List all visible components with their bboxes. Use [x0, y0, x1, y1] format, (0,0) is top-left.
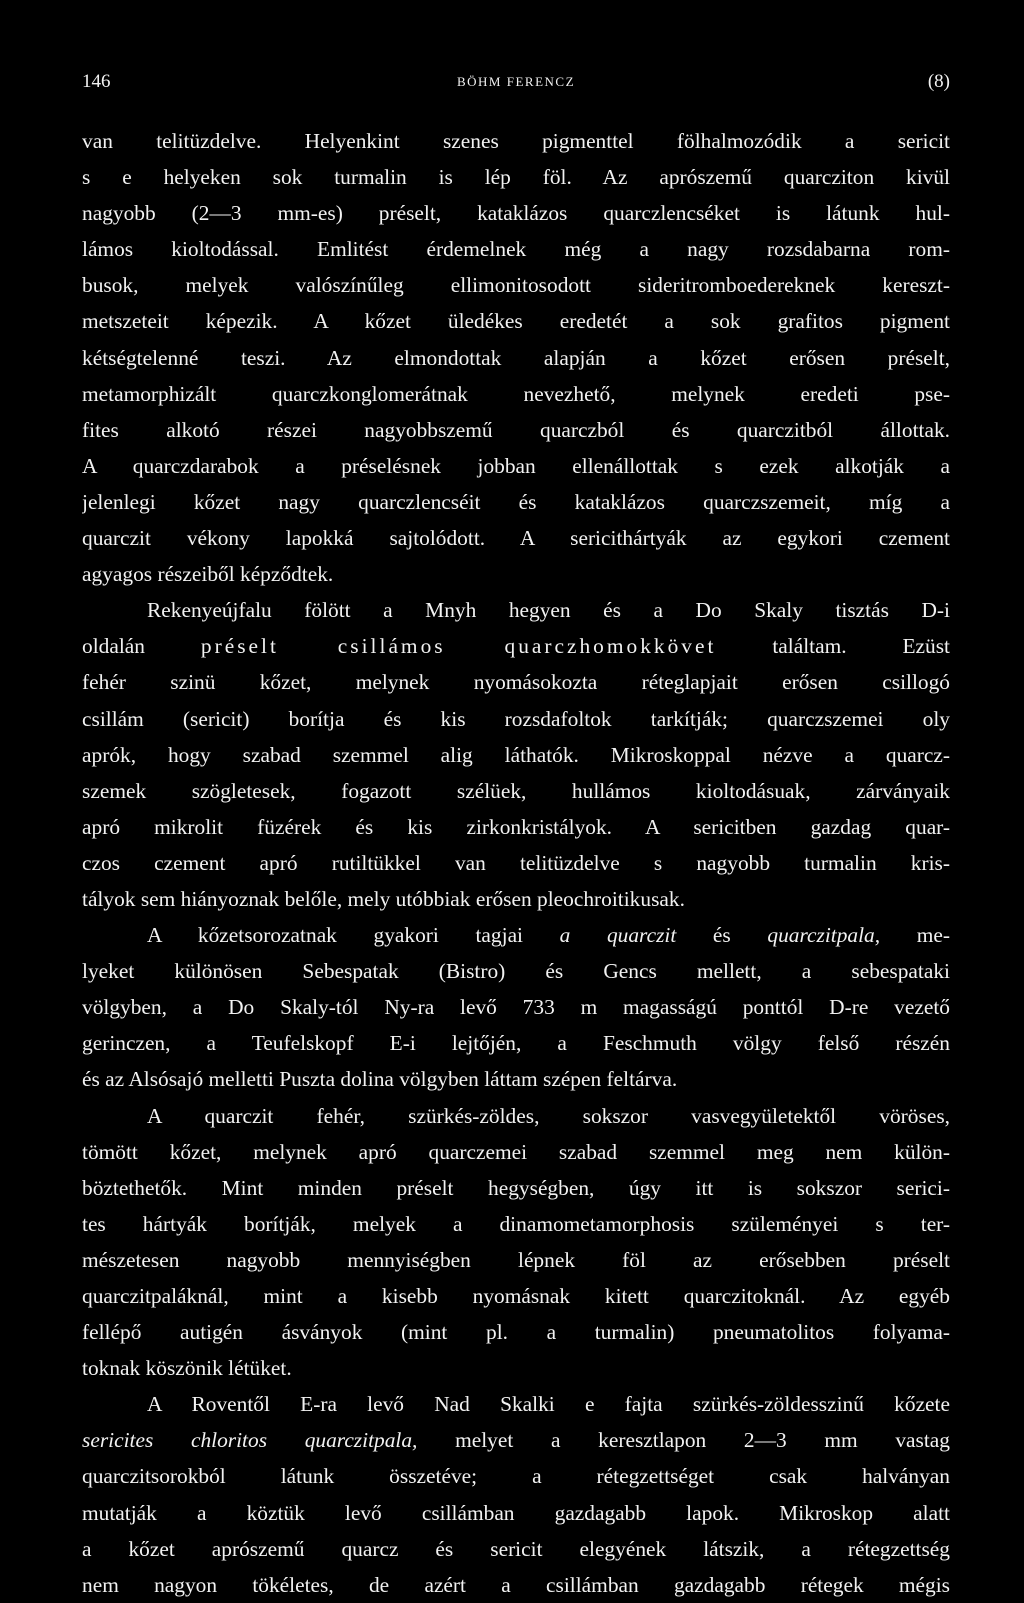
- text-line: Rekenyeújfalu fölött a Mnyh hegyen és a Do Skaly tisztás D-i: [147, 598, 950, 623]
- running-head-author: BÖHM FERENCZ: [456, 74, 576, 89]
- text-line: van telitüzdelve. Helyenkint szenes pigmenttel fölhalmozódik a sericit: [82, 129, 950, 153]
- running-head: [82, 62, 950, 102]
- text-segment: melyet a keresztlapon 2—3 mm vastag: [417, 1428, 950, 1453]
- text-line: böztethetők. Mint minden préselt hegységben, úgy itt is sokszor serici-: [82, 1175, 950, 1200]
- text-line: nagyobb (2—3 mm-es) préselt, kataklázos quarczlencséket is látunk hul-: [82, 201, 950, 226]
- text-line: s e helyeken sok turmalin is lép föl. Az aprószemű quarcziton kivül: [82, 165, 950, 190]
- spaced-emphasis: préselt csillámos quarczhomokkövet: [200, 634, 717, 659]
- text-line: nem nagyon tökéletes, de azért a csillámban gazdagabb rétegek mégis: [82, 1572, 950, 1597]
- text-line: fellépő autigén ásványok (mint pl. a turmalin) pneumatolitos folyama-: [82, 1320, 950, 1345]
- text-line: A quarczit fehér, szürkés-zöldes, sokszor vasvegyületektől vöröses,: [147, 1103, 950, 1128]
- text-line: csillám (sericit) borítja és kis rozsdafoltok tarkítják; quarczszemei oly: [82, 706, 950, 731]
- text-line: lyeket különösen Sebespatak (Bistro) és Gencs mellett, a sebespataki: [82, 959, 950, 984]
- text-line: jelenlegi kőzet nagy quarczlencséit és kataklázos quarczszemeit, míg a: [82, 489, 950, 514]
- text-line: quarczitsorokból látunk összetéve; a rétegzettséget csak halványan: [82, 1464, 950, 1489]
- text-segment: és: [676, 923, 768, 948]
- text-line: [82, 917, 950, 953]
- text-line: metamorphizált quarczkonglomerátnak nevezhető, melynek eredeti pse-: [82, 381, 950, 406]
- text-line: A quarczdarabok a préselésnek jobban ellenállottak s ezek alkotják a: [82, 453, 950, 478]
- italic-term: quarczitpala,: [767, 923, 881, 948]
- text-line: fehér szinü kőzet, melynek nyomásokozta réteglapjait erősen csillogó: [82, 670, 950, 695]
- text-line: fites alkotó részei nagyobbszemű quarczból és quarczitból állottak.: [82, 417, 950, 442]
- text-segment: A kőzetsorozatnak gyakori tagjai: [147, 923, 560, 948]
- text-line: metszeteit képezik. A kőzet üledékes eredetét a sok grafitos pigment: [82, 309, 950, 334]
- text-line: apró mikrolit füzérek és kis zirkonkristályok. A sericitben gazdag quar-: [82, 814, 950, 839]
- text-line: és az Alsósajó melletti Puszta dolina völgyben láttam szépen feltárva.: [82, 1067, 678, 1092]
- section-number: (8): [927, 71, 950, 92]
- italic-term: sericites chloritos quarczitpala,: [82, 1428, 418, 1453]
- text-line: völgyben, a Do Skaly-tól Ny-ra levő 733 m magasságú ponttól D-re vezető: [82, 995, 950, 1020]
- text-line: gerinczen, a Teufelskopf E-i lejtőjén, a Feschmuth völgy felső részén: [82, 1031, 950, 1056]
- text-line: A Roventől E-ra levő Nad Skalki e fajta szürkés-zöldesszinű kőzete: [147, 1392, 950, 1417]
- page-number: 146: [82, 71, 111, 92]
- text-line: kétségtelenné teszi. Az elmondottak alapján a kőzet erősen préselt,: [82, 345, 950, 370]
- text-line: mutatják a köztük levő csillámban gazdagabb lapok. Mikroskop alatt: [82, 1500, 950, 1525]
- text-line: busok, melyek valószínűleg ellimonitosodott sideritromboedereknek kereszt-: [82, 273, 950, 298]
- text-line: tályok sem hiányoznak belőle, mely utóbbiak erősen pleochroitikusak.: [82, 886, 685, 911]
- text-line: [82, 628, 950, 664]
- text-line: aprók, hogy szabad szemmel alig láthatók. Mikroskoppal nézve a quarcz-: [82, 742, 950, 767]
- text-line: agyagos részeiből képződtek.: [82, 562, 334, 587]
- body-text: [82, 123, 950, 1603]
- text-line: czos czement apró rutiltükkel van telitüzdelve s nagyobb turmalin kris-: [82, 850, 950, 875]
- text-segment: találtam. Ezüst: [716, 634, 950, 659]
- text-line: quarczit vékony lapokká sajtolódott. A sericithártyák az egykori czement: [82, 526, 950, 551]
- text-line: toknak köszönik létüket.: [82, 1356, 292, 1381]
- text-line: szemek szögletesek, fogazott szélüek, hullámos kioltodásuak, zárványaik: [82, 778, 950, 803]
- text-line: [82, 1422, 950, 1458]
- text-line: tes hártyák borítják, melyek a dinamometamorphosis szüleményei s ter-: [82, 1211, 950, 1236]
- text-line: tömött kőzet, melynek apró quarczemei szabad szemmel meg nem külön-: [82, 1139, 950, 1164]
- text-segment: me-: [880, 923, 950, 948]
- book-page: [82, 62, 950, 1597]
- italic-term: a quarczit: [559, 923, 677, 948]
- text-segment: oldalán: [82, 634, 201, 659]
- text-line: mészetesen nagyobb mennyiségben lépnek föl az erősebben préselt: [82, 1247, 950, 1272]
- text-line: quarczitpaláknál, mint a kisebb nyomásnak kitett quarczitoknál. Az egyéb: [82, 1284, 950, 1308]
- text-line: a kőzet aprószemű quarcz és sericit elegyének látszik, a rétegzettség: [82, 1536, 950, 1561]
- text-line: lámos kioltodással. Emlitést érdemelnek még a nagy rozsdabarna rom-: [82, 237, 950, 262]
